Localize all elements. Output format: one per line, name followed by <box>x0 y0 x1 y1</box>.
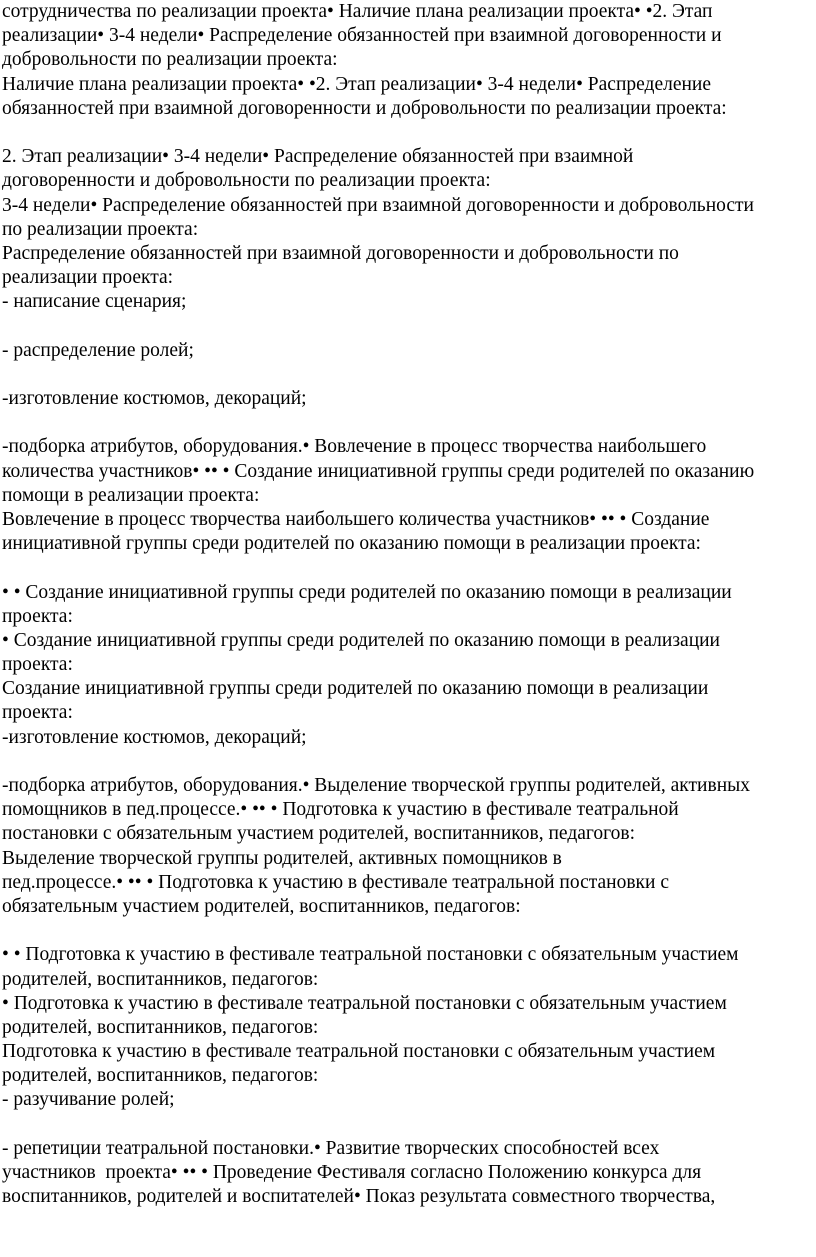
text-line: • Подготовка к участию в фестивале театральной постановки с обязательным участием <box>2 992 727 1014</box>
text-line: обязанностей при взаимной договоренности и добровольности по реализации проекта: <box>2 97 727 119</box>
text-line: реализации проекта: <box>2 267 174 289</box>
text-line: - репетиции театральной постановки.• Развитие творческих способностей всех <box>2 1137 660 1159</box>
text-line: -подборка атрибутов, оборудования.• Выделение творческой группы родителей, активных <box>2 775 750 796</box>
text-line: -изготовление костюмов, декораций; <box>2 726 307 748</box>
text-line: • • Создание инициативной группы среди родителей по оказанию помощи в реализации <box>2 581 732 603</box>
text-line: • Создание инициативной группы среди родителей по оказанию помощи в реализации <box>2 629 720 651</box>
text-line: помощи в реализации проекта: <box>2 484 260 506</box>
blank-line <box>2 556 814 580</box>
blank-line <box>2 411 814 435</box>
text-line: помощников в пед.процессе.• •• • Подготовка к участию в фестивале театральной <box>2 799 679 821</box>
blank-line <box>2 1113 814 1137</box>
text-line: количества участников• •• • Создание инициативной группы среди родителей по оказанию <box>2 460 755 482</box>
blank-line <box>2 121 814 145</box>
text-line: реализации• 3-4 недели• Распределение обязанностей при взаимной договоренности и <box>2 25 722 47</box>
text-line: - написание сценария; <box>2 291 187 313</box>
text-line: - разучивание ролей; <box>2 1089 175 1111</box>
text-line: • • Подготовка к участию в фестивале театральной постановки с обязательным участием <box>2 944 739 966</box>
text-line: проекта: <box>2 702 73 724</box>
text-line: Вовлечение в процесс творчества наибольшего количества участников• •• • Создание <box>2 508 710 530</box>
text-line: договоренности и добровольности по реализации проекта: <box>2 170 491 192</box>
blank-line <box>2 750 814 774</box>
text-line: Распределение обязанностей при взаимной договоренности и добровольности по <box>2 242 679 264</box>
text-line: Создание инициативной группы среди родителей по оказанию помощи в реализации <box>2 678 709 700</box>
text-line: Подготовка к участию в фестивале театральной постановки с обязательным участием <box>2 1041 716 1063</box>
text-line: родителей, воспитанников, педагогов: <box>2 1016 319 1038</box>
text-line: 3-4 недели• Распределение обязанностей при взаимной договоренности и добровольности <box>2 194 754 216</box>
text-line: родителей, воспитанников, педагогов: <box>2 1065 319 1087</box>
blank-line <box>2 314 814 338</box>
text-line: инициативной группы среди родителей по оказанию помощи в реализации проекта: <box>2 533 701 555</box>
text-line: воспитанников, родителей и воспитателей• Показ результата совместного творчества, <box>2 1186 716 1208</box>
text-line: постановки с обязательным участием родителей, воспитанников, педагогов: <box>2 823 636 845</box>
text-line: по реализации проекта: <box>2 218 199 240</box>
text-line: проекта: <box>2 654 73 676</box>
text-line: Наличие плана реализации проекта• •2. Этап реализации• 3-4 недели• Распределение <box>2 73 712 95</box>
text-line: пед.процессе.• •• • Подготовка к участию в фестивале театральной постановки с <box>2 871 669 893</box>
text-line: обязательным участием родителей, воспитанников, педагогов: <box>2 895 521 917</box>
text-line: -изготовление костюмов, декораций; <box>2 388 307 409</box>
text-line: участников проекта• •• • Проведение Фестиваля согласно Положению конкурса для <box>2 1162 702 1183</box>
text-line: родителей, воспитанников, педагогов: <box>2 968 319 990</box>
text-line: проекта: <box>2 605 73 627</box>
text-line: - распределение ролей; <box>2 339 194 361</box>
blank-line <box>2 363 814 387</box>
text-line: -подборка атрибутов, оборудования.• Вовлечение в процесс творчества наибольшего <box>2 436 707 458</box>
text-line: 2. Этап реализации• 3-4 недели• Распределение обязанностей при взаимной <box>2 146 634 168</box>
text-line: добровольности по реализации проекта: <box>2 49 338 71</box>
text-line: Выделение творческой группы родителей, активных помощников в <box>2 847 562 869</box>
text-line: сотрудничества по реализации проекта• Наличие плана реализации проекта• •2. Этап <box>2 1 713 22</box>
blank-line <box>2 919 814 943</box>
